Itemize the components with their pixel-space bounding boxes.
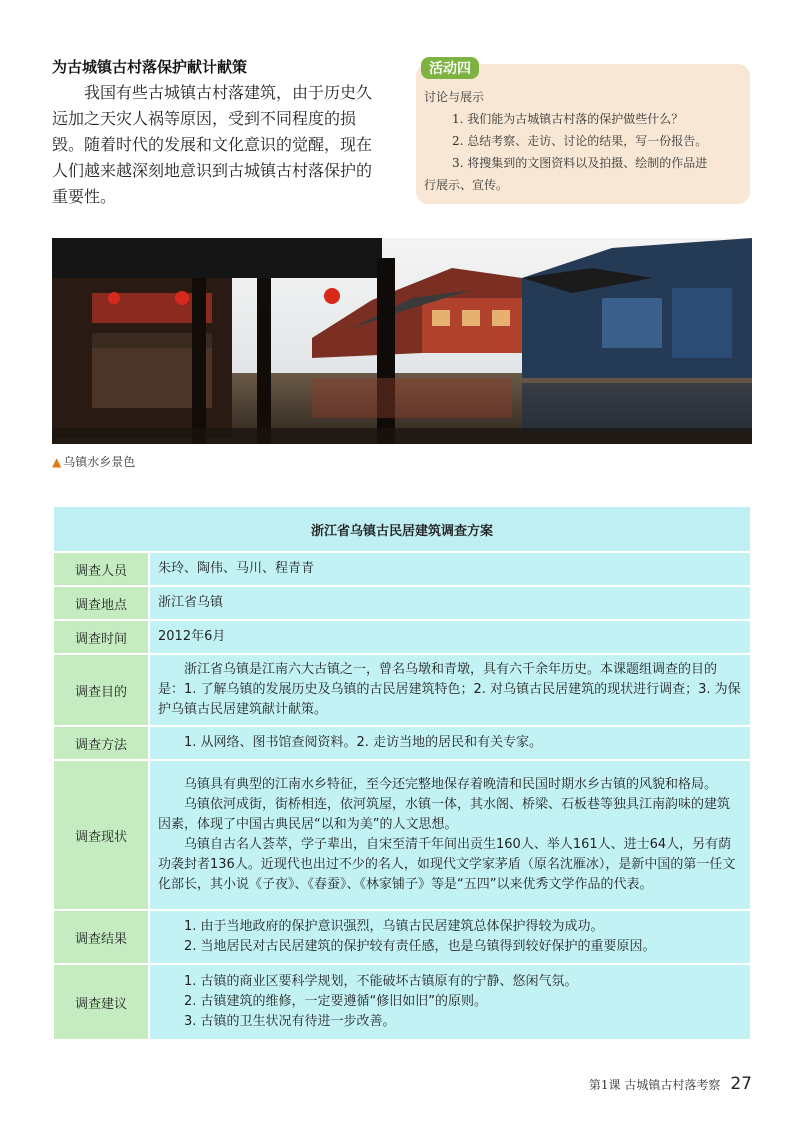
row-value: 2012年6月 <box>149 620 751 654</box>
activity-item <box>424 174 744 196</box>
suggestion-line: 3. 古镇的卫生状况有待进一步改善。 <box>184 1014 396 1029</box>
row-label: 调查方法 <box>53 726 149 760</box>
activity-item-continued: 行展示、宣传。 <box>424 178 509 192</box>
intro-paragraph: 我国有些古城镇古村落建筑，由于历史久远加之天灾人祸等原因，受到不同程度的损毁。随着时代的发展和文化意识的觉醒，现在人们越来越深刻地意识到古城镇古村落保护的重要性。 <box>52 83 373 206</box>
activity-item: 3. 将搜集到的文图资料以及拍摄、绘制的作品进 <box>452 156 708 170</box>
row-label: 调查现状 <box>53 760 149 910</box>
section-title: 为古城镇古村落保护献计献策 <box>52 58 248 76</box>
row-value <box>149 760 751 910</box>
row-value <box>149 964 751 1040</box>
status-paragraph: 乌镇依河成街，街桥相连，依河筑屋，水镇一体，其水阁、桥梁、石板巷等独具江南韵味的建筑因素，体现了中国古典民居“以和为美”的人文思想。 <box>158 797 731 832</box>
table-row <box>53 654 751 726</box>
row-label: 调查结果 <box>53 910 149 964</box>
row-value <box>149 654 751 726</box>
method-text: 1. 从网络、图书馆查阅资料。2. 走访当地的居民和有关专家。 <box>184 735 543 750</box>
table-row <box>53 586 751 620</box>
row-value: 朱玲、陶伟、马川、程青青 <box>149 552 751 586</box>
wuzhen-photo <box>52 238 752 444</box>
activity-heading: 讨论与展示 <box>424 90 485 104</box>
results-line: 2. 当地居民对古民居建筑的保护较有责任感，也是乌镇得到较好保护的重要原因。 <box>184 939 656 954</box>
table-row <box>53 964 751 1040</box>
table-row <box>53 726 751 760</box>
activity-item: 2. 总结考察、走访、讨论的结果，写一份报告。 <box>452 134 708 148</box>
page-footer <box>589 1074 752 1094</box>
suggestion-line: 2. 古镇建筑的维修，一定要遵循“修旧如旧”的原则。 <box>184 994 488 1009</box>
row-label: 调查时间 <box>53 620 149 654</box>
row-value <box>149 726 751 760</box>
table-row <box>53 552 751 586</box>
row-value <box>149 910 751 964</box>
activity-item: 1. 我们能为古城镇古村落的保护做些什么？ <box>452 112 684 126</box>
table-row <box>53 760 751 910</box>
triangle-icon: ▲ <box>52 455 62 469</box>
row-label: 调查人员 <box>53 552 149 586</box>
activity-list <box>424 108 744 196</box>
row-value: 浙江省乌镇 <box>149 586 751 620</box>
photo-caption <box>52 453 135 470</box>
page-number: 27 <box>730 1074 752 1094</box>
row-label: 调查目的 <box>53 654 149 726</box>
activity-tag: 活动四 <box>421 57 479 79</box>
row-label: 调查地点 <box>53 586 149 620</box>
table-title: 浙江省乌镇古民居建筑调查方案 <box>53 506 751 552</box>
wuzhen-waterside-illustration <box>52 238 752 444</box>
table-title-row <box>53 506 751 552</box>
photo-caption-text: 乌镇水乡景色 <box>63 455 136 469</box>
results-line: 1. 由于当地政府的保护意识强烈，乌镇古民居建筑总体保护得较为成功。 <box>184 919 604 934</box>
survey-plan-table <box>52 505 752 1041</box>
lesson-title: 第1课 古城镇古村落考察 <box>588 1078 721 1092</box>
table-row <box>53 620 751 654</box>
status-paragraph: 乌镇自古名人荟萃，学子辈出，自宋至清千年间出贡生160人、举人161人、进士64人，另有荫功袭封者136人。近现代也出过不少的名人，如现代文学家茅盾（原名沈雁冰），是新中国的第一任文化部长，其小说《子夜》、《春蚕》、《林家铺子》等是“五四”以来优秀文学作品的代表。 <box>158 837 736 892</box>
table-row <box>53 910 751 964</box>
status-paragraph: 乌镇具有典型的江南水乡特征，至今还完整地保存着晚清和民国时期水乡古镇的风貌和格局。 <box>184 777 718 792</box>
row-label: 调查建议 <box>53 964 149 1040</box>
purpose-text: 浙江省乌镇是江南六大古镇之一，曾名乌墩和青墩，具有六千余年历史。本课题组调查的目的是：1. 了解乌镇的发展历史及乌镇的古民居建筑特色；2. 对乌镇古民居建筑的现状进行调查；3. 为保护乌镇古民居建筑献计献策。 <box>158 662 741 717</box>
suggestion-line: 1. 古镇的商业区要科学规划，不能破坏古镇原有的宁静、悠闲气氛。 <box>184 974 578 989</box>
